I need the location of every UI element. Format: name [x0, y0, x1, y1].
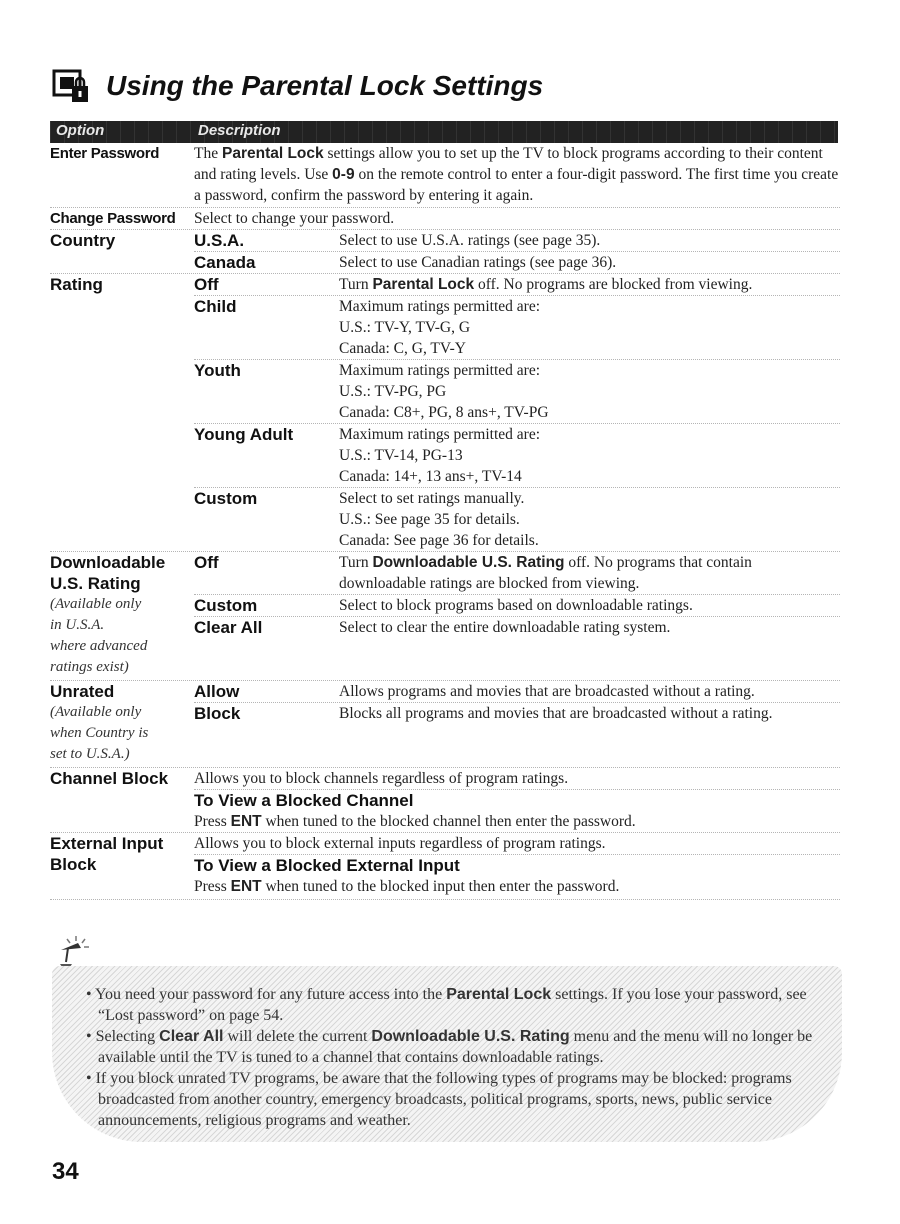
table-row-external-input-block — [50, 833, 840, 900]
sub-option-allow: Allow Allows programs and movies that are broadcasted without a rating. — [194, 682, 755, 701]
enter-password-description: The Parental Lock settings allow you to set up the TV to block programs according to their content and rating levels. Use 0-9 on the remote control to enter a four-digit password. The first time you create a password, confirm the password by entering it again. — [194, 145, 839, 204]
external-input-subheading: To View a Blocked External Input — [194, 856, 460, 875]
sub-option-block: Block Blocks all programs and movies that are broadcasted without a rating. — [194, 702, 840, 724]
page-header — [52, 66, 543, 106]
sub-option-custom: Custom Select to set ratings manually. U.S.: See page 35 for details. Canada: See page 36 for details. — [194, 487, 840, 551]
tip-icon — [56, 934, 92, 968]
tip-item: • If you block unrated TV programs, be aware that the following types of programs may be blocked: programs broadcasted from another country, emergency broadcasts, political programs, sports, news, public service announcements, religious programs and weather. — [86, 1070, 792, 1129]
sub-option-off: Off Turn Downloadable U.S. Rating off. No programs that contain downloadable ratings are blocked from viewing. — [194, 553, 752, 592]
downloadable-availability-note: (Available only in U.S.A. where advanced ratings exist) — [50, 596, 148, 675]
tip-item: • You need your password for any future access into the Parental Lock settings. If you lose your password, see “Lost password” on page 54. — [86, 986, 807, 1024]
sub-option-off: Off Turn Parental Lock off. No programs are blocked from viewing. — [194, 275, 753, 294]
option-enter-password: Enter Password — [50, 145, 160, 162]
settings-table — [50, 143, 840, 900]
channel-block-instructions: Press ENT when tuned to the blocked channel then enter the password. — [194, 813, 636, 830]
table-row-country — [50, 230, 840, 274]
description-column-header: Description — [198, 122, 281, 139]
parental-lock-icon — [52, 68, 92, 104]
sub-option-canada: Canada Select to use Canadian ratings (see page 36). — [194, 251, 840, 273]
table-row-unrated — [50, 681, 840, 768]
option-channel-block: Channel Block — [50, 769, 169, 788]
external-input-description: Allows you to block external inputs regardless of program ratings. — [194, 833, 840, 855]
option-column-header: Option — [56, 122, 105, 139]
sub-option-young-adult: Young Adult Maximum ratings permitted are: U.S.: TV-14, PG-13 Canada: 14+, 13 ans+, TV-14 — [194, 423, 840, 487]
channel-block-description: Allows you to block channels regardless of program ratings. — [194, 768, 840, 790]
page-title: Using the Parental Lock Settings — [106, 70, 544, 101]
option-change-password: Change Password — [50, 210, 176, 227]
option-external-input-block: External Input Block — [50, 834, 164, 874]
channel-block-subheading: To View a Blocked Channel — [194, 791, 414, 810]
sub-option-custom: Custom Select to block programs based on downloadable ratings. — [194, 594, 840, 616]
sub-option-usa: U.S.A. Select to use U.S.A. ratings (see page 35). — [194, 231, 601, 250]
table-row-enter-password — [50, 143, 840, 208]
sub-option-clear-all: Clear All Select to clear the entire downloadable rating system. — [194, 616, 840, 638]
option-downloadable-rating: Downloadable U.S. Rating — [50, 553, 166, 593]
change-password-description: Select to change your password. — [194, 210, 395, 227]
table-header — [50, 121, 838, 143]
table-row-channel-block — [50, 768, 840, 833]
table-row-rating — [50, 274, 840, 552]
table-row-downloadable-rating — [50, 552, 840, 681]
option-country: Country — [50, 231, 116, 250]
option-rating: Rating — [50, 275, 103, 294]
external-input-instructions: Press ENT when tuned to the blocked input then enter the password. — [194, 878, 620, 895]
sub-option-youth: Youth Maximum ratings permitted are: U.S.: TV-PG, PG Canada: C8+, PG, 8 ans+, TV-PG — [194, 359, 840, 423]
table-row-change-password — [50, 208, 840, 230]
option-unrated: Unrated — [50, 682, 115, 701]
sub-option-child: Child Maximum ratings permitted are: U.S.: TV-Y, TV-G, G Canada: C, G, TV-Y — [194, 295, 840, 359]
page-number: 34 — [52, 1158, 79, 1185]
tip-item: • Selecting Clear All will delete the current Downloadable U.S. Rating menu and the menu will no longer be available until the TV is tuned to a channel that contains downloadable ratings. — [86, 1028, 813, 1066]
tip-list — [86, 984, 816, 1131]
unrated-availability-note: (Available only when Country is set to U.S.A.) — [50, 704, 149, 762]
